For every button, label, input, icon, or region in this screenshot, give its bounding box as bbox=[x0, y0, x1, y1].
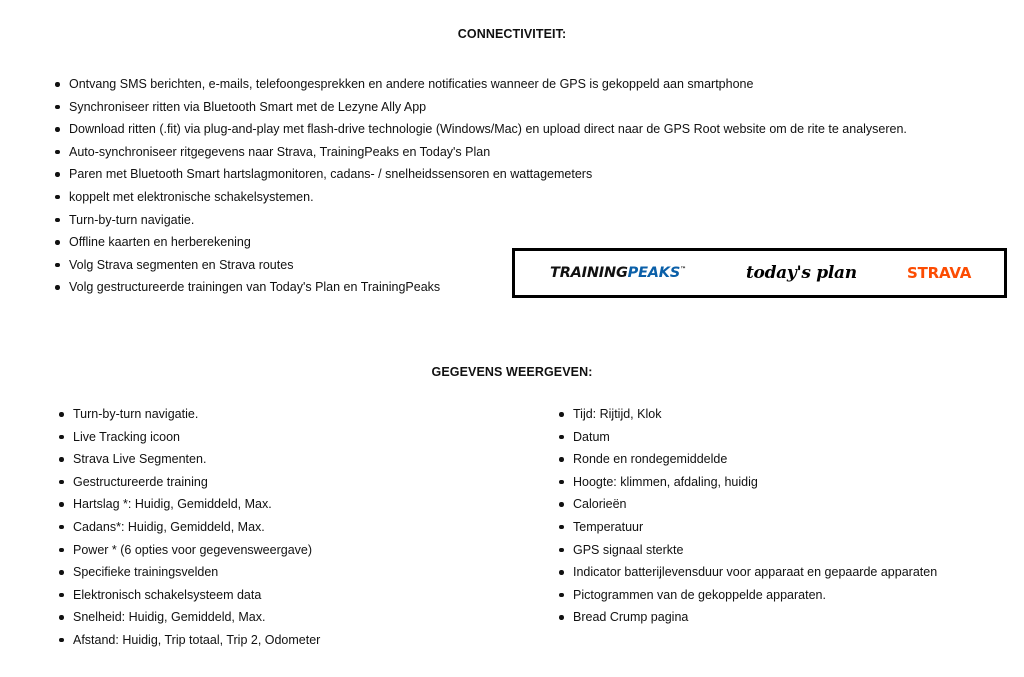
list-item: Paren met Bluetooth Smart hartslagmonitoren, cadans- / snelheidssensoren en wattagemeters bbox=[53, 163, 907, 186]
trainingpeaks-logo-part1: TRAINING bbox=[550, 265, 628, 281]
list-item: Hoogte: klimmen, afdaling, huidig bbox=[557, 471, 937, 494]
list-item: Synchroniseer ritten via Bluetooth Smart met de Lezyne Ally App bbox=[53, 96, 907, 119]
list-item: Afstand: Huidig, Trip totaal, Trip 2, Odometer bbox=[57, 629, 320, 652]
list-item: Calorieën bbox=[557, 493, 937, 516]
list-item: Power * (6 opties voor gegevensweergave) bbox=[57, 539, 320, 562]
list-item: Cadans*: Huidig, Gemiddeld, Max. bbox=[57, 516, 320, 539]
data-display-heading: GEGEVENS WEERGEVEN: bbox=[431, 365, 593, 379]
list-item: Pictogrammen van de gekoppelde apparaten. bbox=[557, 584, 937, 607]
strava-logo: STRAVA bbox=[907, 264, 972, 282]
list-item: Snelheid: Huidig, Gemiddeld, Max. bbox=[57, 606, 320, 629]
list-item: Tijd: Rijtijd, Klok bbox=[557, 403, 937, 426]
list-item: Bread Crump pagina bbox=[557, 606, 937, 629]
list-item: koppelt met elektronische schakelsystemen. bbox=[53, 186, 907, 209]
trainingpeaks-logo-part2: PEAKS bbox=[627, 265, 681, 281]
list-item: Strava Live Segmenten. bbox=[57, 448, 320, 471]
list-item: Ontvang SMS berichten, e-mails, telefoongesprekken en andere notificaties wanneer de GPS is gekoppeld aan smartphone bbox=[53, 73, 907, 96]
list-item: Temperatuur bbox=[557, 516, 937, 539]
list-item: Ronde en rondegemiddelde bbox=[557, 448, 937, 471]
list-item: Offline kaarten en herberekening bbox=[53, 231, 907, 254]
list-item: Volg Strava segmenten en Strava routes bbox=[53, 254, 907, 277]
partner-logos-box bbox=[512, 248, 1007, 298]
list-item: Datum bbox=[557, 426, 937, 449]
list-item: Specifieke trainingsvelden bbox=[57, 561, 320, 584]
data-display-right-list bbox=[557, 403, 937, 629]
list-item: Gestructureerde training bbox=[57, 471, 320, 494]
list-item: Auto-synchroniseer ritgegevens naar Strava, TrainingPeaks en Today's Plan bbox=[53, 141, 907, 164]
trainingpeaks-logo bbox=[550, 251, 686, 295]
data-display-left-list bbox=[57, 403, 320, 652]
list-item: GPS signaal sterkte bbox=[557, 539, 937, 562]
list-item: Turn-by-turn navigatie. bbox=[57, 403, 320, 426]
list-item: Live Tracking icoon bbox=[57, 426, 320, 449]
list-item: Turn-by-turn navigatie. bbox=[53, 209, 907, 232]
connectivity-heading: CONNECTIVITEIT: bbox=[457, 27, 567, 41]
trademark-symbol: ™ bbox=[680, 266, 686, 273]
list-item: Download ritten (.fit) via plug-and-play met flash-drive technologie (Windows/Mac) en upload direct naar de GPS Root website om de rite te analyseren. bbox=[53, 118, 907, 141]
list-item: Elektronisch schakelsysteem data bbox=[57, 584, 320, 607]
list-item: Volg gestructureerde trainingen van Today's Plan en TrainingPeaks bbox=[53, 276, 907, 299]
list-item: Hartslag *: Huidig, Gemiddeld, Max. bbox=[57, 493, 320, 516]
todaysplan-logo: today's plan bbox=[746, 263, 857, 283]
list-item: Indicator batterijlevensduur voor apparaat en gepaarde apparaten bbox=[557, 561, 937, 584]
